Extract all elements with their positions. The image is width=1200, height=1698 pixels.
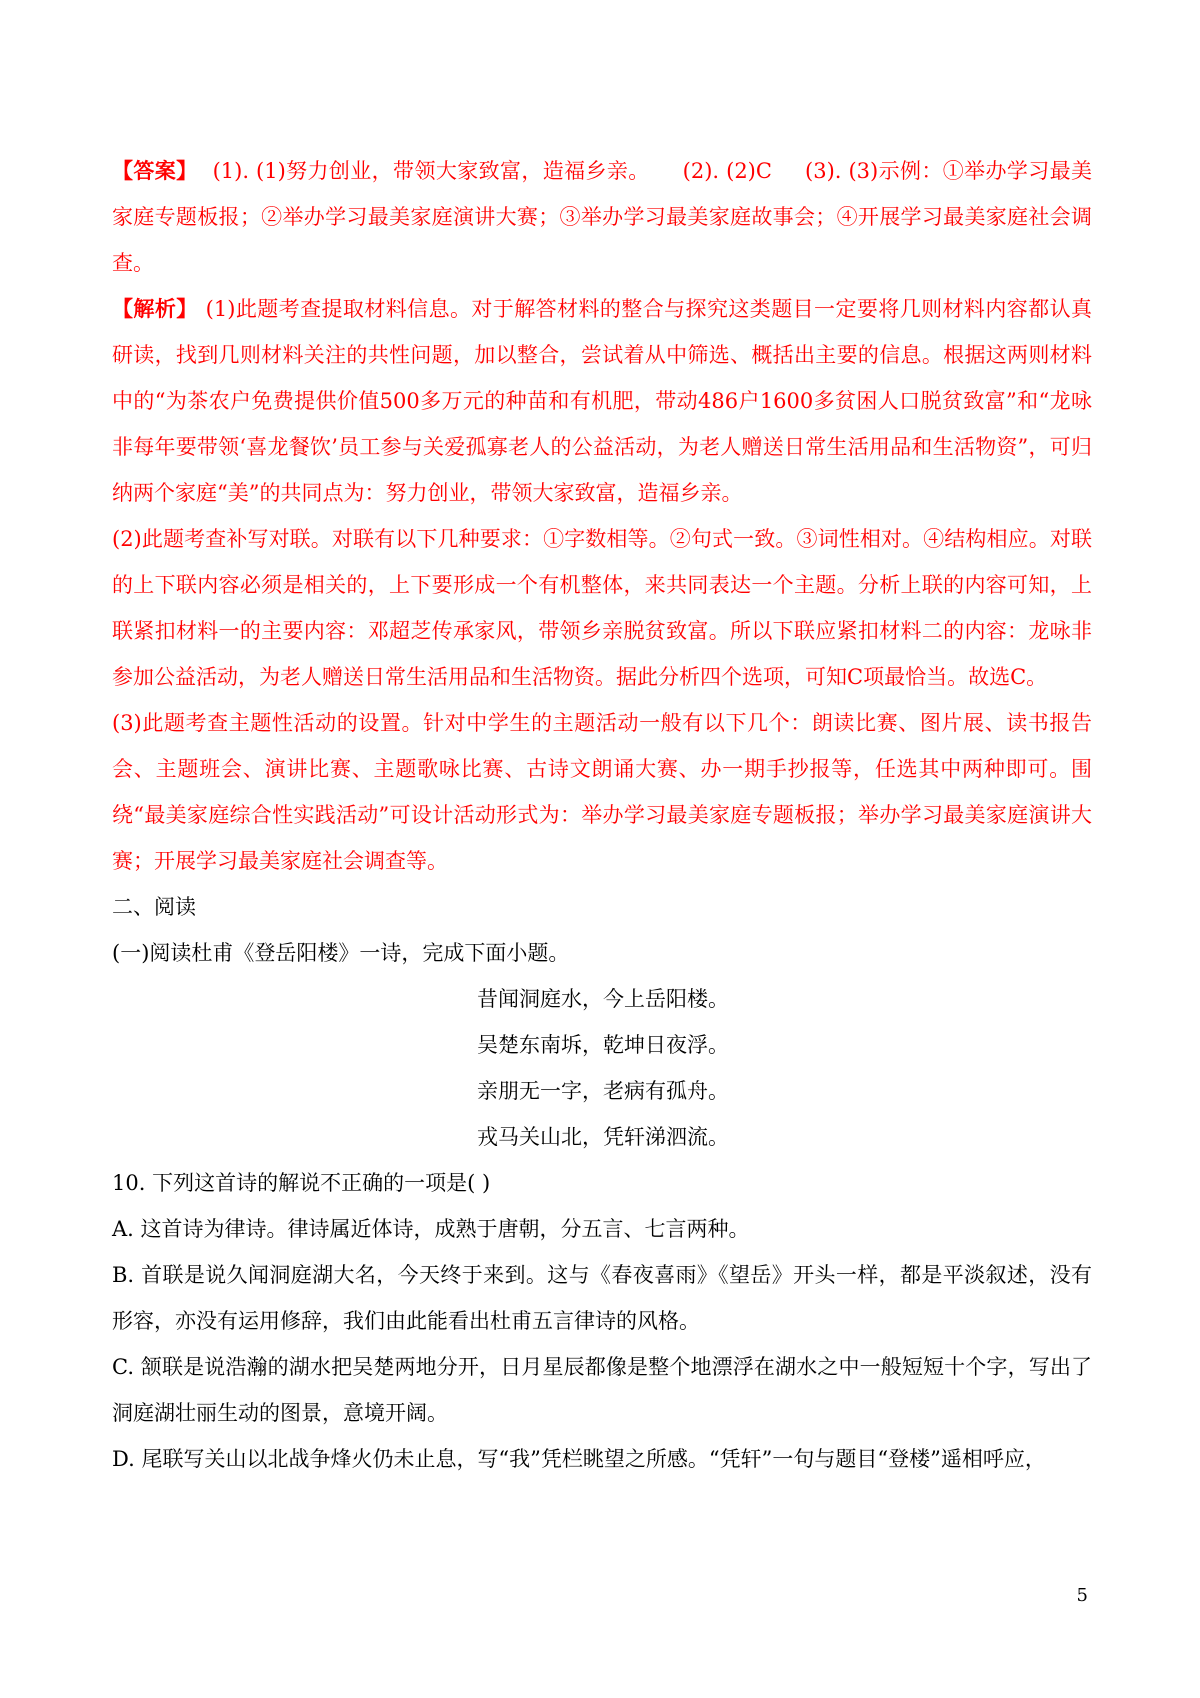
analysis-paragraph-2: (2)此题考查补写对联。对联有以下几种要求：①字数相等。②句式一致。③词性相对。④结构相应。对联的上下联内容必须是相关的，上下要形成一个有机整体，来共同表达一个主题。分析上联的内容可知，上联紧扣材料一的主要内容：邓超芝传承家风，带领乡亲脱贫致富。所以下联应紧扣材料二的内容：龙咏非参加公益活动，为老人赠送日常生活用品和生活物资。据此分析四个选项，可知C项最恰当。故选C。 bbox=[112, 527, 1092, 689]
answer-item-3: (3). (3)示例：①举办学习最美家庭专题板报；②举办学习最美家庭演讲大赛；③举办学习最美家庭故事会；④开展学习最美家庭社会调查。 bbox=[112, 159, 1093, 275]
analysis-text-1: (1)此题考查提取材料信息。对于解答材料的整合与探究这类题目一定要将几则材料内容都认真研读，找到几则材料关注的共性问题，加以整合，尝试着从中筛选、概括出主要的信息。根据这两则材料中的“为茶农户免费提供价值500多万元的种苗和有机肥，带动486户1600多贫困人口脱贫致富”和“龙咏非每年要带领‘喜龙餐饮’员工参与关爱孤寡老人的公益活动，为老人赠送日常生活用品和生活物资”，可归纳两个家庭“美”的共同点为：努力创业，带领大家致富，造福乡亲。 bbox=[112, 297, 1093, 505]
question-option-b: B. 首联是说久闻洞庭湖大名，今天终于来到。这与《春夜喜雨》《望岳》开头一样，都是平淡叙述，没有形容，亦没有运用修辞，我们由此能看出杜甫五言律诗的风格。 bbox=[112, 1263, 1092, 1333]
answer-item-2: (2). (2)C bbox=[682, 159, 772, 183]
poem-line: 亲朋无一字，老病有孤舟。 bbox=[477, 1079, 729, 1103]
question-option-c: C. 颔联是说浩瀚的湖水把吴楚两地分开，日月星辰都像是整个地漂浮在湖水之中一般短短十个字，写出了洞庭湖壮丽生动的图景，意境开阔。 bbox=[112, 1355, 1092, 1425]
answer-item-1: (1). (1)努力创业，带领大家致富，造福乡亲。 bbox=[212, 159, 650, 183]
poem-line: 吴楚东南坼，乾坤日夜浮。 bbox=[477, 1033, 729, 1057]
poem-line: 戎马关山北，凭轩涕泗流。 bbox=[477, 1125, 729, 1149]
section-sub-heading: (一)阅读杜甫《登岳阳楼》一诗，完成下面小题。 bbox=[112, 941, 570, 965]
question-option-a: A. 这首诗为律诗。律诗属近体诗，成熟于唐朝，分五言、七言两种。 bbox=[112, 1217, 750, 1241]
poem-line: 昔闻洞庭水，今上岳阳楼。 bbox=[477, 987, 729, 1011]
answer-tag: 【答案】 bbox=[112, 158, 198, 183]
poem bbox=[112, 976, 1092, 1160]
section-heading: 二、阅读 bbox=[112, 895, 196, 919]
page-content bbox=[112, 148, 1092, 1482]
question-option-d: D. 尾联写关山以北战争烽火仍未止息，写“我”凭栏眺望之所感。“凭轩”一句与题目“登楼”遥相呼应， bbox=[112, 1447, 1046, 1471]
question-stem: 10. 下列这首诗的解说不正确的一项是( ) bbox=[112, 1171, 491, 1195]
analysis-paragraph-3: (3)此题考查主题性活动的设置。针对中学生的主题活动一般有以下几个：朗读比赛、图片展、读书报告会、主题班会、演讲比赛、主题歌咏比赛、古诗文朗诵大赛、办一期手抄报等，任选其中两种即可。围绕“最美家庭综合性实践活动”可设计活动形式为：举办学习最美家庭专题板报；举办学习最美家庭演讲大赛；开展学习最美家庭社会调查等。 bbox=[112, 711, 1092, 873]
page-number: 5 bbox=[1076, 1585, 1088, 1606]
analysis-paragraph-1 bbox=[112, 286, 1092, 516]
answer-paragraph bbox=[112, 148, 1092, 286]
analysis-tag: 【解析】 bbox=[112, 296, 198, 321]
